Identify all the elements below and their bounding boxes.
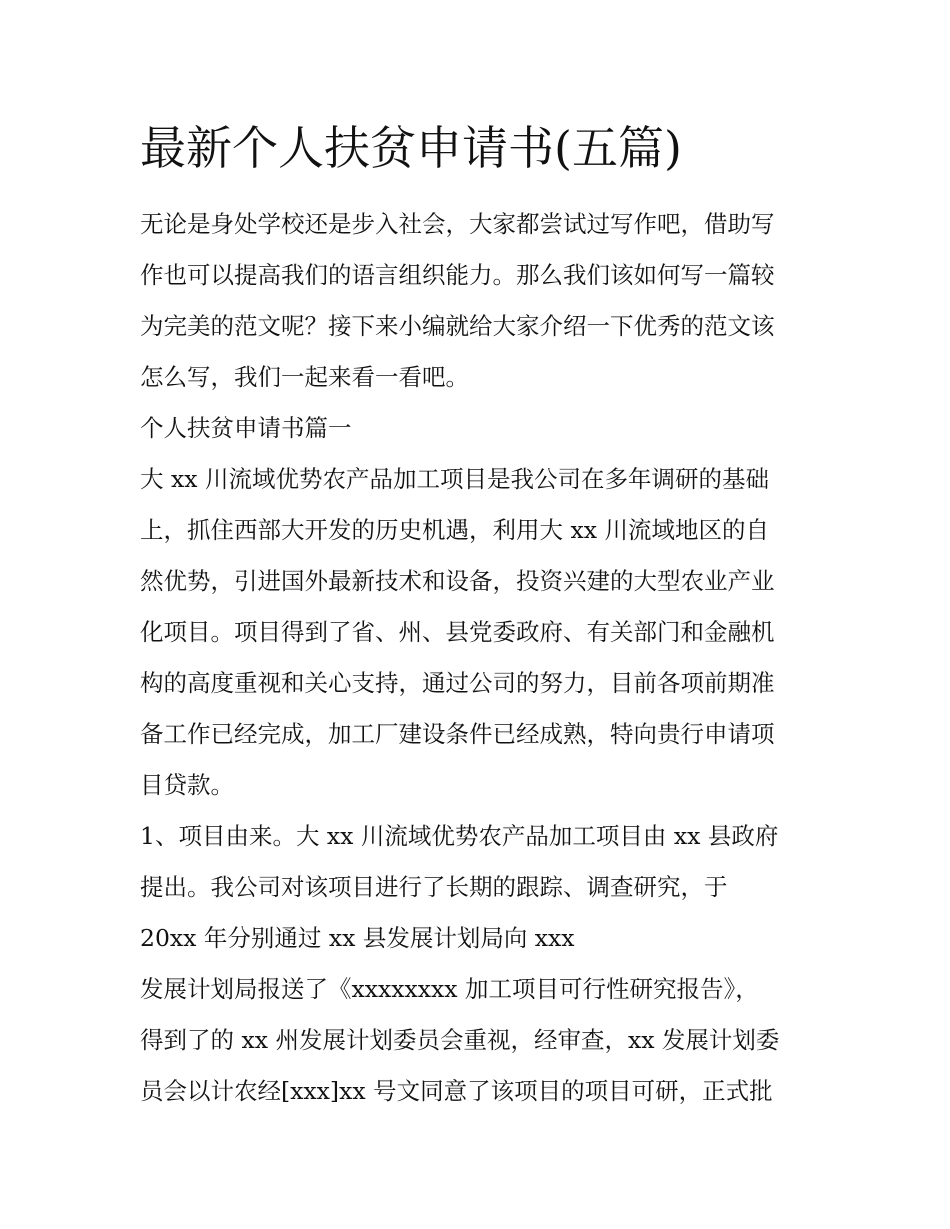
body-line: 发展计划局报送了《xxxxxxxx 加工项目可行性研究报告》， bbox=[140, 975, 759, 1003]
body-line: 怎么写，我们一起来看一看吧。 bbox=[140, 363, 469, 391]
body-line: 化项目。项目得到了省、州、县党委政府、有关部门和金融机 bbox=[140, 618, 775, 646]
body-line: 20xx 年分别通过 xx 县发展计划局向 xxx bbox=[140, 924, 575, 952]
document-title: 最新个人扶贫申请书(五篇) bbox=[140, 121, 682, 175]
body-line: 得到了的 xx 州发展计划委员会重视，经审查，xx 发展计划委 bbox=[140, 1026, 780, 1054]
body-line: 上，抓住西部大开发的历史机遇，利用大 xx 川流域地区的自 bbox=[140, 516, 769, 544]
body-line: 提出。我公司对该项目进行了长期的跟踪、调查研究，于 bbox=[140, 873, 728, 901]
body-line: 大 xx 川流域优势农产品加工项目是我公司在多年调研的基础 bbox=[140, 465, 769, 493]
body-line: 1、项目由来。大 xx 川流域优势农产品加工项目由 xx 县政府 bbox=[140, 822, 779, 850]
document-body bbox=[140, 199, 820, 1117]
body-line: 目贷款。 bbox=[140, 771, 234, 799]
body-line: 备工作已经完成，加工厂建设条件已经成熟，特向贵行申请项 bbox=[140, 720, 775, 748]
body-line: 构的高度重视和关心支持，通过公司的努力，目前各项前期准 bbox=[140, 669, 775, 697]
body-line: 作也可以提高我们的语言组织能力。那么我们该如何写一篇较 bbox=[140, 261, 775, 289]
section-heading: 个人扶贫申请书篇一 bbox=[140, 414, 352, 442]
body-line: 无论是身处学校还是步入社会，大家都尝试过写作吧，借助写 bbox=[140, 210, 775, 238]
body-line: 为完美的范文呢？接下来小编就给大家介绍一下优秀的范文该 bbox=[140, 312, 775, 340]
body-line: 然优势，引进国外最新技术和设备，投资兴建的大型农业产业 bbox=[140, 567, 775, 595]
body-line: 员会以计农经[xxx]xx 号文同意了该项目的项目可研，正式批 bbox=[140, 1077, 773, 1105]
